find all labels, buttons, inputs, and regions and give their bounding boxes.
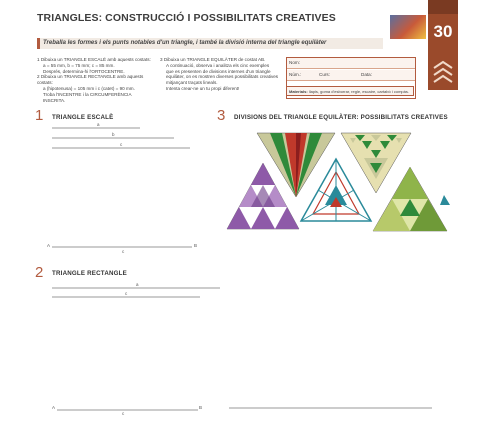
course-label: Curs: bbox=[319, 72, 330, 77]
date-label: Data: bbox=[361, 72, 372, 77]
label-A-2: A bbox=[52, 405, 56, 410]
materials-text: llapis, goma d'esborrar, regle, escaire, cartabó i compàs. bbox=[308, 89, 409, 94]
instruction-line: a (hipotenusa) = 105 mm i c (catet) = 90 mm. bbox=[43, 85, 135, 91]
section-3-title: DIVISIONS DEL TRIANGLE EQUILÀTER: POSSIBILITATS CREATIVES bbox=[234, 114, 448, 121]
section-1-title: TRIANGLE ESCALÈ bbox=[52, 114, 114, 121]
label-B-2: B bbox=[199, 405, 203, 410]
instruction-line: 3 Dibuixa un TRIANGLE EQUILÀTER de costat AB. bbox=[160, 57, 266, 62]
page-title: TRIANGLES: CONSTRUCCIÓ I POSSIBILITATS CREATIVES bbox=[37, 12, 336, 24]
label-A-1: A bbox=[47, 243, 51, 248]
instruction-line: 2 Dibuixa un TRIANGLE RECTANGLE amb aquests costats: bbox=[37, 74, 144, 86]
label-a: a bbox=[97, 122, 100, 127]
label-b: b bbox=[112, 132, 115, 137]
instruction-line: a = 55 mm, b = 75 mm; c = 85 mm. bbox=[43, 62, 115, 68]
section-3-number: 3 bbox=[217, 107, 226, 124]
label-c-2: c bbox=[125, 291, 128, 296]
num-label: Núm.: bbox=[289, 72, 302, 77]
instruction-line: Intenta crear-ne un tu propi diferent! bbox=[166, 85, 240, 91]
name-label: Nom: bbox=[289, 60, 300, 65]
page-number: 30 bbox=[433, 22, 453, 41]
instruction-line: mitjançant traçats lineals. bbox=[166, 80, 218, 86]
instruction-line: que es presenten de divisions internes d'un triangle bbox=[166, 68, 271, 74]
instruction-line: Troba l'INCENTRE i la CIRCUMFERÈNCIA INSCRITA. bbox=[43, 91, 132, 103]
section-2-number: 2 bbox=[35, 264, 44, 281]
label-B-1: B bbox=[194, 243, 198, 248]
section-1-number: 1 bbox=[35, 107, 44, 124]
instruction-line: 1 Dibuixa un TRIANGLE ESCALÉ amb aquests costats: bbox=[37, 57, 151, 62]
instruction-line: A continuació, observa i analitza els cinc exemples bbox=[166, 62, 270, 68]
label-c-1: c bbox=[122, 249, 125, 254]
section-2-title: TRIANGLE RECTANGLE bbox=[52, 270, 127, 277]
instruction-line: equilàter, on es mostren diverses possibilitats creatives bbox=[166, 74, 279, 80]
label-c: c bbox=[120, 142, 123, 147]
materials-label: Materials: bbox=[289, 89, 308, 94]
instruction-line: Després, determina-hi l'ORTOCENTRE. bbox=[43, 68, 125, 74]
label-c-3: c bbox=[122, 411, 125, 416]
label-a-2: a bbox=[136, 282, 139, 287]
page-subtitle: Treballa les formes i els punts notables d'un triangle, i també la divisió interna del triangle equilàter bbox=[37, 38, 383, 49]
